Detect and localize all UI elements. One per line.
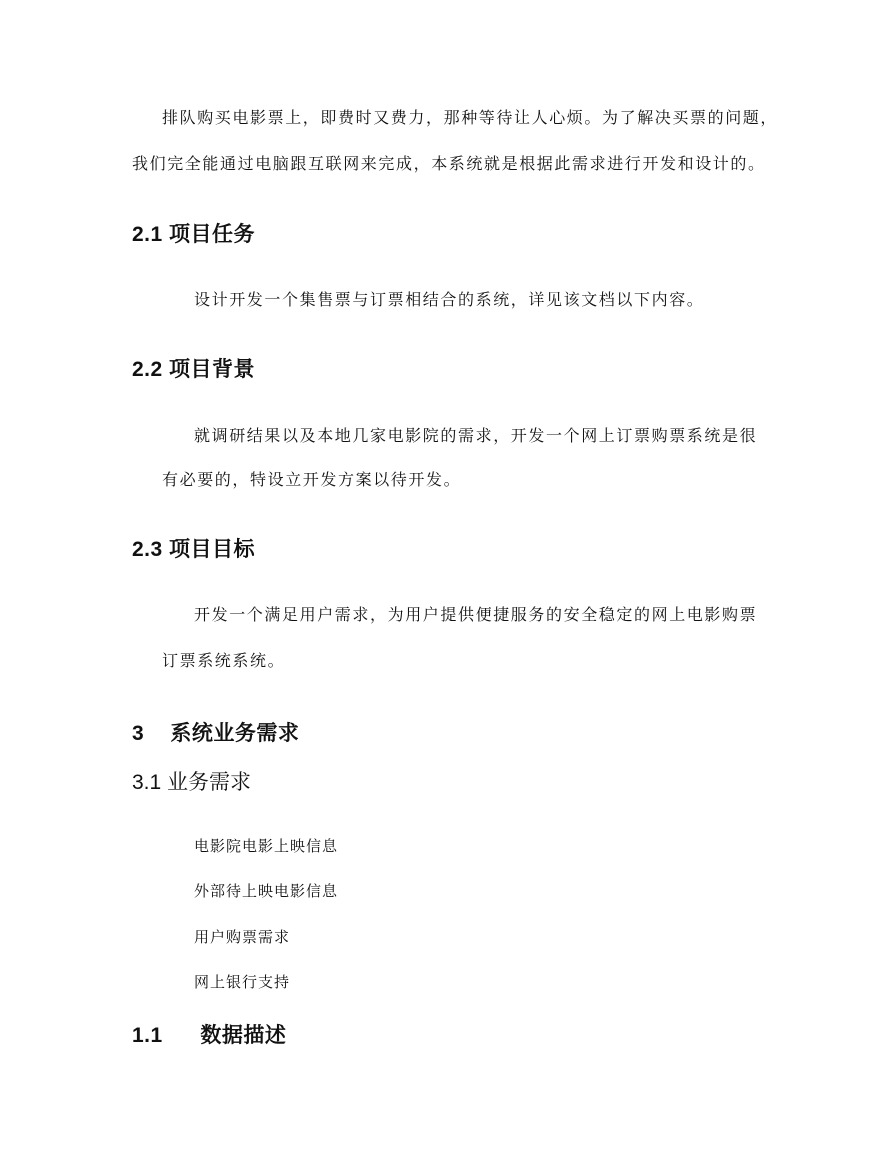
heading-number: 3 — [132, 722, 145, 745]
heading-1-1 — [132, 1019, 286, 1049]
heading-title: 项目目标 — [169, 538, 256, 561]
heading-number: 2.3 — [132, 538, 163, 561]
heading-title: 数据描述 — [200, 1024, 287, 1047]
heading-2-2 — [132, 353, 255, 383]
heading-number: 1.1 — [132, 1024, 163, 1047]
requirement-item: 外部待上映电影信息 — [194, 882, 339, 900]
heading-2-1 — [132, 218, 255, 248]
goal-line-1: 开发一个满足用户需求，为用户提供便捷服务的安全稳定的网上电影购票 — [194, 605, 758, 624]
heading-title: 项目背景 — [169, 358, 256, 381]
heading-3 — [132, 717, 299, 747]
task-text: 设计开发一个集售票与订票相结合的系统，详见该文档以下内容。 — [194, 290, 705, 309]
background-line-1: 就调研结果以及本地几家电影院的需求，开发一个网上订票购票系统是很 — [194, 426, 758, 445]
heading-number: 2.2 — [132, 358, 163, 381]
background-line-2: 有必要的，特设立开发方案以待开发。 — [162, 470, 462, 489]
requirement-item: 用户购票需求 — [194, 928, 291, 946]
intro-line-2: 我们完全能通过电脑跟互联网来完成，本系统就是根据此需求进行开发和设计的。 — [132, 154, 766, 173]
heading-title: 业务需求 — [167, 771, 252, 794]
heading-3-1 — [132, 766, 251, 796]
requirement-item: 网上银行支持 — [194, 973, 291, 991]
intro-line-1: 排队购买电影票上，即费时又费力，那种等待让人心烦。为了解决买票的问题， — [162, 108, 779, 127]
requirement-item: 电影院电影上映信息 — [194, 837, 339, 855]
goal-line-2: 订票系统系统。 — [162, 651, 286, 670]
heading-2-3 — [132, 533, 255, 563]
heading-title: 系统业务需求 — [170, 722, 300, 745]
heading-number: 2.1 — [132, 223, 163, 246]
heading-number: 3.1 — [132, 771, 162, 794]
heading-title: 项目任务 — [169, 223, 256, 246]
